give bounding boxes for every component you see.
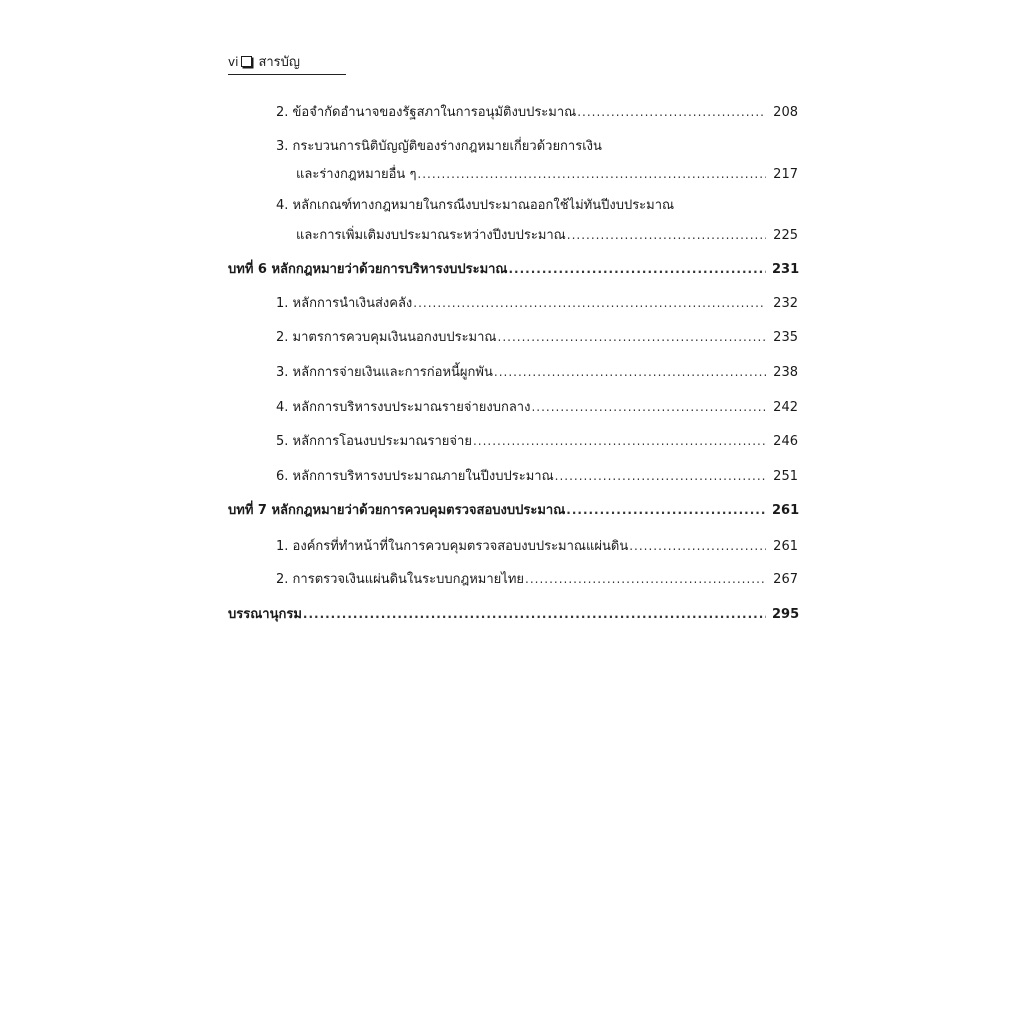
toc-entry-page: 225 <box>773 228 798 243</box>
running-header <box>228 52 346 75</box>
toc-entry-page: 267 <box>773 572 798 587</box>
leader-dots <box>531 396 766 418</box>
toc-entry[interactable] <box>276 101 798 123</box>
leader-dots <box>566 499 766 521</box>
leader-dots <box>473 430 766 452</box>
toc-bibliography[interactable] <box>228 603 798 625</box>
toc-entry-page: 208 <box>773 105 798 120</box>
leader-dots <box>494 361 766 383</box>
toc-entry-page: 231 <box>772 262 800 277</box>
leader-dots <box>303 603 766 625</box>
toc-entry[interactable] <box>276 396 798 418</box>
leader-dots <box>498 326 767 348</box>
toc-entry-line1[interactable] <box>276 136 798 158</box>
toc-entry-label: และการเพิ่มเติมงบประมาณระหว่างปีงบประมาณ <box>296 228 566 243</box>
toc-entry-label: 3. กระบวนการนิติบัญญัติของร่างกฎหมายเกี่ยวด้วยการเงิน <box>276 139 602 154</box>
toc-entry[interactable] <box>276 465 798 487</box>
leader-dots <box>417 163 766 185</box>
toc-entry[interactable] <box>276 568 798 590</box>
toc-entry-line1[interactable] <box>276 195 798 217</box>
header-page-number: vi <box>228 55 239 69</box>
toc-entry-label: 1. หลักการนำเงินส่งคลัง <box>276 296 413 311</box>
leader-dots <box>525 568 766 590</box>
leader-dots <box>555 465 766 487</box>
toc-entry-label: 2. ข้อจำกัดอำนาจของรัฐสภาในการอนุมัติงบประมาณ <box>276 105 577 120</box>
toc-entry[interactable] <box>276 535 798 557</box>
toc-entry-page: 295 <box>772 607 800 622</box>
toc-chapter-label: บรรณานุกรม <box>228 607 302 622</box>
leader-dots <box>567 224 766 246</box>
leader-dots <box>509 258 767 280</box>
toc-entry-label: 4. หลักเกณฑ์ทางกฎหมายในกรณีงบประมาณออกใช้ไม่ทันปีงบประมาณ <box>276 198 675 213</box>
toc-entry[interactable] <box>276 326 798 348</box>
toc-entry[interactable] <box>276 430 798 452</box>
toc-entry-label: 5. หลักการโอนงบประมาณรายจ่าย <box>276 434 472 449</box>
leader-dots <box>413 292 766 314</box>
toc-entry-label: 6. หลักการบริหารงบประมาณภายในปีงบประมาณ <box>276 469 554 484</box>
toc-entry-line2[interactable] <box>296 224 798 246</box>
leader-dots <box>577 101 766 123</box>
toc-entry-label: และร่างกฎหมายอื่น ๆ <box>296 167 417 182</box>
toc-chapter[interactable] <box>228 258 798 280</box>
toc-entry-label: 3. หลักการจ่ายเงินและการก่อหนี้ผูกพัน <box>276 365 493 380</box>
toc-entry[interactable] <box>276 361 798 383</box>
toc-entry-page: 261 <box>772 503 800 518</box>
toc-entry-page: 235 <box>773 330 798 345</box>
toc-entry-page: 251 <box>773 469 798 484</box>
toc-chapter-label: บทที่ 6 หลักกฎหมายว่าด้วยการบริหารงบประมาณ <box>228 262 508 277</box>
checkbox-bullet-icon <box>241 56 252 67</box>
toc-entry-page: 217 <box>773 167 798 182</box>
toc-entry-page: 232 <box>773 296 798 311</box>
header-section-title: สารบัญ <box>258 55 300 70</box>
toc-entry-page: 242 <box>773 400 798 415</box>
toc-entry-label: 4. หลักการบริหารงบประมาณรายจ่ายงบกลาง <box>276 400 531 415</box>
toc-entry-label: 1. องค์กรที่ทำหน้าที่ในการควบคุมตรวจสอบงบประมาณแผ่นดิน <box>276 539 629 554</box>
toc-entry-label: 2. การตรวจเงินแผ่นดินในระบบกฎหมายไทย <box>276 572 525 587</box>
leader-dots <box>629 535 766 557</box>
toc-entry-page: 261 <box>773 539 798 554</box>
toc-entry-label: 2. มาตรการควบคุมเงินนอกงบประมาณ <box>276 330 497 345</box>
toc-chapter-label: บทที่ 7 หลักกฎหมายว่าด้วยการควบคุมตรวจสอบงบประมาณ <box>228 503 566 518</box>
toc-chapter[interactable] <box>228 499 798 521</box>
toc-entry-page: 238 <box>773 365 798 380</box>
toc-entry[interactable] <box>276 292 798 314</box>
toc-entry-page: 246 <box>773 434 798 449</box>
toc-entry-line2[interactable] <box>296 163 798 185</box>
